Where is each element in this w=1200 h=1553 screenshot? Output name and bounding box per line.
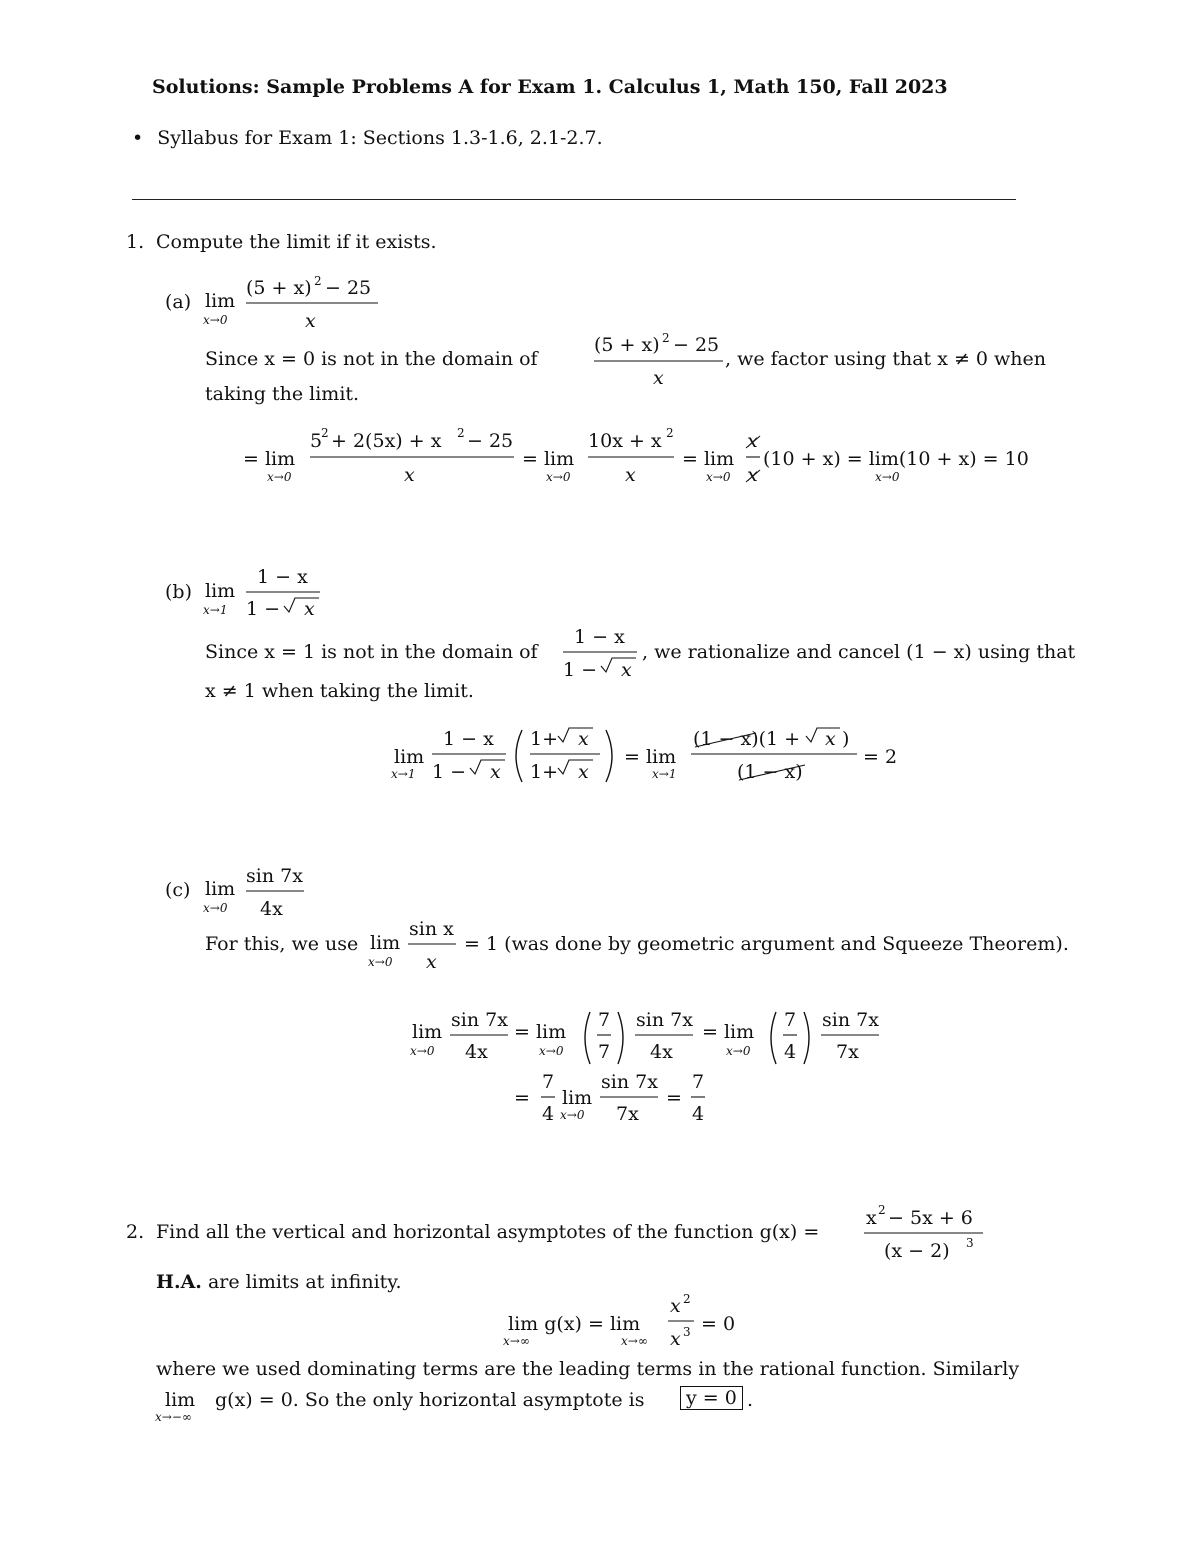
svg-text:sin x: sin x xyxy=(409,918,454,940)
svg-text:x: x xyxy=(578,728,589,750)
part-a-text-2: taking the limit. xyxy=(205,383,360,405)
svg-text:− 25: − 25 xyxy=(467,430,514,452)
svg-text:x→0: x→0 xyxy=(539,1044,564,1058)
svg-text:=: = xyxy=(514,1087,530,1109)
svg-text:x: x xyxy=(747,464,758,486)
svg-text:7: 7 xyxy=(542,1071,555,1093)
svg-text:x→0: x→0 xyxy=(726,1044,751,1058)
svg-text:x: x xyxy=(747,430,758,452)
math-1c-problem xyxy=(203,865,304,920)
svg-text:= lim: = lim xyxy=(702,1021,755,1043)
svg-text:): ) xyxy=(842,728,850,750)
svg-text:1+: 1+ xyxy=(530,761,559,783)
svg-text:4: 4 xyxy=(692,1103,705,1125)
svg-text:x: x xyxy=(404,464,415,486)
svg-text:x: x xyxy=(490,761,501,783)
math-1b-solution xyxy=(391,728,897,783)
answer-tail: . xyxy=(747,1389,754,1411)
svg-text:(5 + x): (5 + x) xyxy=(246,277,312,299)
svg-text:x: x xyxy=(621,659,632,681)
svg-text:7: 7 xyxy=(598,1041,611,1063)
problem-2-prompt: Find all the vertical and horizontal asymptotes of the function g(x) = xyxy=(156,1221,820,1243)
syllabus-text: Syllabus for Exam 1: Sections 1.3-1.6, 2.1-2.7. xyxy=(157,127,603,149)
svg-text:5: 5 xyxy=(310,430,323,452)
svg-text:=: = xyxy=(666,1087,682,1109)
part-c-label: (c) xyxy=(165,879,191,901)
svg-text:− 25: − 25 xyxy=(325,277,372,299)
svg-text:sin 7x: sin 7x xyxy=(822,1009,879,1031)
ha-text: are limits at infinity. xyxy=(207,1271,402,1293)
svg-text:1 − x: 1 − x xyxy=(257,566,308,588)
svg-text:lim: lim xyxy=(370,932,401,954)
svg-text:2: 2 xyxy=(457,426,465,440)
part-a-text-1: Since x = 0 is not in the domain of xyxy=(205,348,538,370)
svg-text:x: x xyxy=(304,598,315,620)
svg-text:x→0: x→0 xyxy=(875,470,900,484)
ha-label: H.A. xyxy=(156,1271,202,1293)
svg-text:x: x xyxy=(578,761,589,783)
svg-text:= lim: = lim xyxy=(522,448,575,470)
svg-text:4x: 4x xyxy=(260,898,283,920)
svg-text:sin 7x: sin 7x xyxy=(451,1009,508,1031)
svg-text:4: 4 xyxy=(542,1103,555,1125)
part-c-text-1: For this, we use xyxy=(205,933,359,955)
svg-text:1 −: 1 − xyxy=(563,659,598,681)
math-1a-inline-fraction xyxy=(594,331,723,389)
problem-2-text-4: g(x) = 0. So the only horizontal asymptote is xyxy=(215,1389,645,1411)
svg-text:x→0: x→0 xyxy=(203,313,228,327)
svg-text:3: 3 xyxy=(683,1325,691,1339)
svg-text:+ 2(5x) + x: + 2(5x) + x xyxy=(331,430,442,452)
svg-text:= lim: = lim xyxy=(624,746,677,768)
svg-text:lim: lim xyxy=(562,1087,593,1109)
svg-text:lim: lim xyxy=(205,580,236,602)
svg-text:x: x xyxy=(426,951,437,973)
svg-text:= 0: = 0 xyxy=(701,1313,736,1335)
svg-text:1 − x: 1 − x xyxy=(574,626,625,648)
svg-text:2: 2 xyxy=(878,1203,886,1217)
svg-text:lim: lim xyxy=(205,290,236,312)
svg-text:1 −: 1 − xyxy=(432,761,467,783)
svg-text:7: 7 xyxy=(692,1071,705,1093)
svg-text:1+: 1+ xyxy=(530,728,559,750)
problem-1-number: 1. xyxy=(126,231,145,253)
svg-text:− 25: − 25 xyxy=(673,334,720,356)
svg-text:− 5x + 6: − 5x + 6 xyxy=(888,1207,973,1229)
svg-text:2: 2 xyxy=(683,1292,691,1306)
svg-text:(x − 2): (x − 2) xyxy=(884,1240,950,1262)
svg-text:= lim: = lim xyxy=(682,448,735,470)
svg-text:x→1: x→1 xyxy=(652,767,677,781)
math-1b-inline-fraction xyxy=(563,626,637,681)
svg-text:x: x xyxy=(305,310,316,332)
svg-text:7: 7 xyxy=(598,1009,611,1031)
svg-text:7x: 7x xyxy=(616,1103,639,1125)
svg-text:lim: lim xyxy=(412,1021,443,1043)
svg-text:(5 + x): (5 + x) xyxy=(594,334,660,356)
svg-text:7x: 7x xyxy=(836,1041,859,1063)
svg-text:x→1: x→1 xyxy=(391,767,416,781)
part-b-text-1: Since x = 1 is not in the domain of xyxy=(205,641,538,663)
part-b-text-1b: , we rationalize and cancel (1 − x) using that xyxy=(642,641,1076,663)
math-1c-solution-line2 xyxy=(514,1071,705,1125)
svg-text:(1 − x): (1 − x) xyxy=(737,761,803,783)
problem-1-prompt: Compute the limit if it exists. xyxy=(156,231,437,253)
svg-text:lim: lim xyxy=(165,1389,196,1411)
part-a-label: (a) xyxy=(165,291,192,313)
math-2-ha-limit xyxy=(503,1292,735,1350)
bullet-icon: • xyxy=(132,127,144,149)
svg-text:x→0: x→0 xyxy=(267,470,292,484)
svg-text:4x: 4x xyxy=(465,1041,488,1063)
math-1c-inline-limit xyxy=(368,918,456,973)
part-a-text-1b: , we factor using that x ≠ 0 when xyxy=(725,348,1047,370)
math-2-function xyxy=(864,1203,983,1262)
svg-text:2: 2 xyxy=(314,274,322,288)
part-b-text-2: x ≠ 1 when taking the limit. xyxy=(205,680,474,702)
svg-text:x→∞: x→∞ xyxy=(503,1334,530,1348)
svg-text:x→1: x→1 xyxy=(203,603,228,617)
svg-text:= lim: = lim xyxy=(243,448,296,470)
svg-text:x: x xyxy=(670,1295,681,1317)
svg-text:2: 2 xyxy=(321,426,329,440)
svg-text:1 −: 1 − xyxy=(246,598,281,620)
math-1b-problem xyxy=(203,566,320,620)
svg-text:(1 − x)(1 +: (1 − x)(1 + xyxy=(693,728,801,750)
page-title: Solutions: Sample Problems A for Exam 1. Calculus 1, Math 150, Fall 2023 xyxy=(152,76,948,98)
svg-text:4x: 4x xyxy=(650,1041,673,1063)
svg-text:x: x xyxy=(653,367,664,389)
svg-text:sin 7x: sin 7x xyxy=(636,1009,693,1031)
answer-box: y = 0 xyxy=(680,1386,743,1410)
svg-text:x→0: x→0 xyxy=(410,1044,435,1058)
svg-text:x→∞: x→∞ xyxy=(621,1334,648,1348)
svg-text:4: 4 xyxy=(784,1041,797,1063)
svg-text:10x + x: 10x + x xyxy=(588,430,662,452)
svg-text:sin 7x: sin 7x xyxy=(246,865,303,887)
svg-text:sin 7x: sin 7x xyxy=(601,1071,658,1093)
svg-text:(10 + x) = lim(10 + x) = 10: (10 + x) = lim(10 + x) = 10 xyxy=(763,448,1029,470)
svg-text:x: x xyxy=(825,728,836,750)
part-b-label: (b) xyxy=(165,581,192,603)
svg-text:x: x xyxy=(670,1328,681,1350)
svg-text:x: x xyxy=(625,464,636,486)
svg-text:x: x xyxy=(866,1207,877,1229)
svg-text:2: 2 xyxy=(666,426,674,440)
svg-text:lim: lim xyxy=(205,878,236,900)
svg-text:x→0: x→0 xyxy=(706,470,731,484)
svg-text:x→−∞: x→−∞ xyxy=(155,1410,192,1424)
svg-text:3: 3 xyxy=(966,1236,974,1250)
svg-text:x→0: x→0 xyxy=(546,470,571,484)
problem-2-text-3: where we used dominating terms are the leading terms in the rational function. Similarly xyxy=(156,1358,1020,1380)
math-1a-problem xyxy=(203,274,378,332)
part-c-text-1b: = 1 (was done by geometric argument and Squeeze Theorem). xyxy=(464,933,1069,955)
svg-text:x→0: x→0 xyxy=(560,1108,585,1122)
svg-text:7: 7 xyxy=(784,1009,797,1031)
svg-text:= lim: = lim xyxy=(514,1021,567,1043)
svg-text:lim: lim xyxy=(394,746,425,768)
svg-text:1 − x: 1 − x xyxy=(443,728,494,750)
svg-text:x→0: x→0 xyxy=(203,901,228,915)
svg-text:x→0: x→0 xyxy=(368,955,393,969)
math-2-neg-inf-limit xyxy=(155,1389,195,1424)
svg-text:= 2: = 2 xyxy=(863,746,898,768)
svg-text:2: 2 xyxy=(662,331,670,345)
svg-text:lim g(x) = lim: lim g(x) = lim xyxy=(508,1313,641,1335)
problem-2-number: 2. xyxy=(126,1221,145,1243)
math-1c-solution-line1 xyxy=(410,1009,879,1064)
math-1a-solution xyxy=(243,426,1029,486)
